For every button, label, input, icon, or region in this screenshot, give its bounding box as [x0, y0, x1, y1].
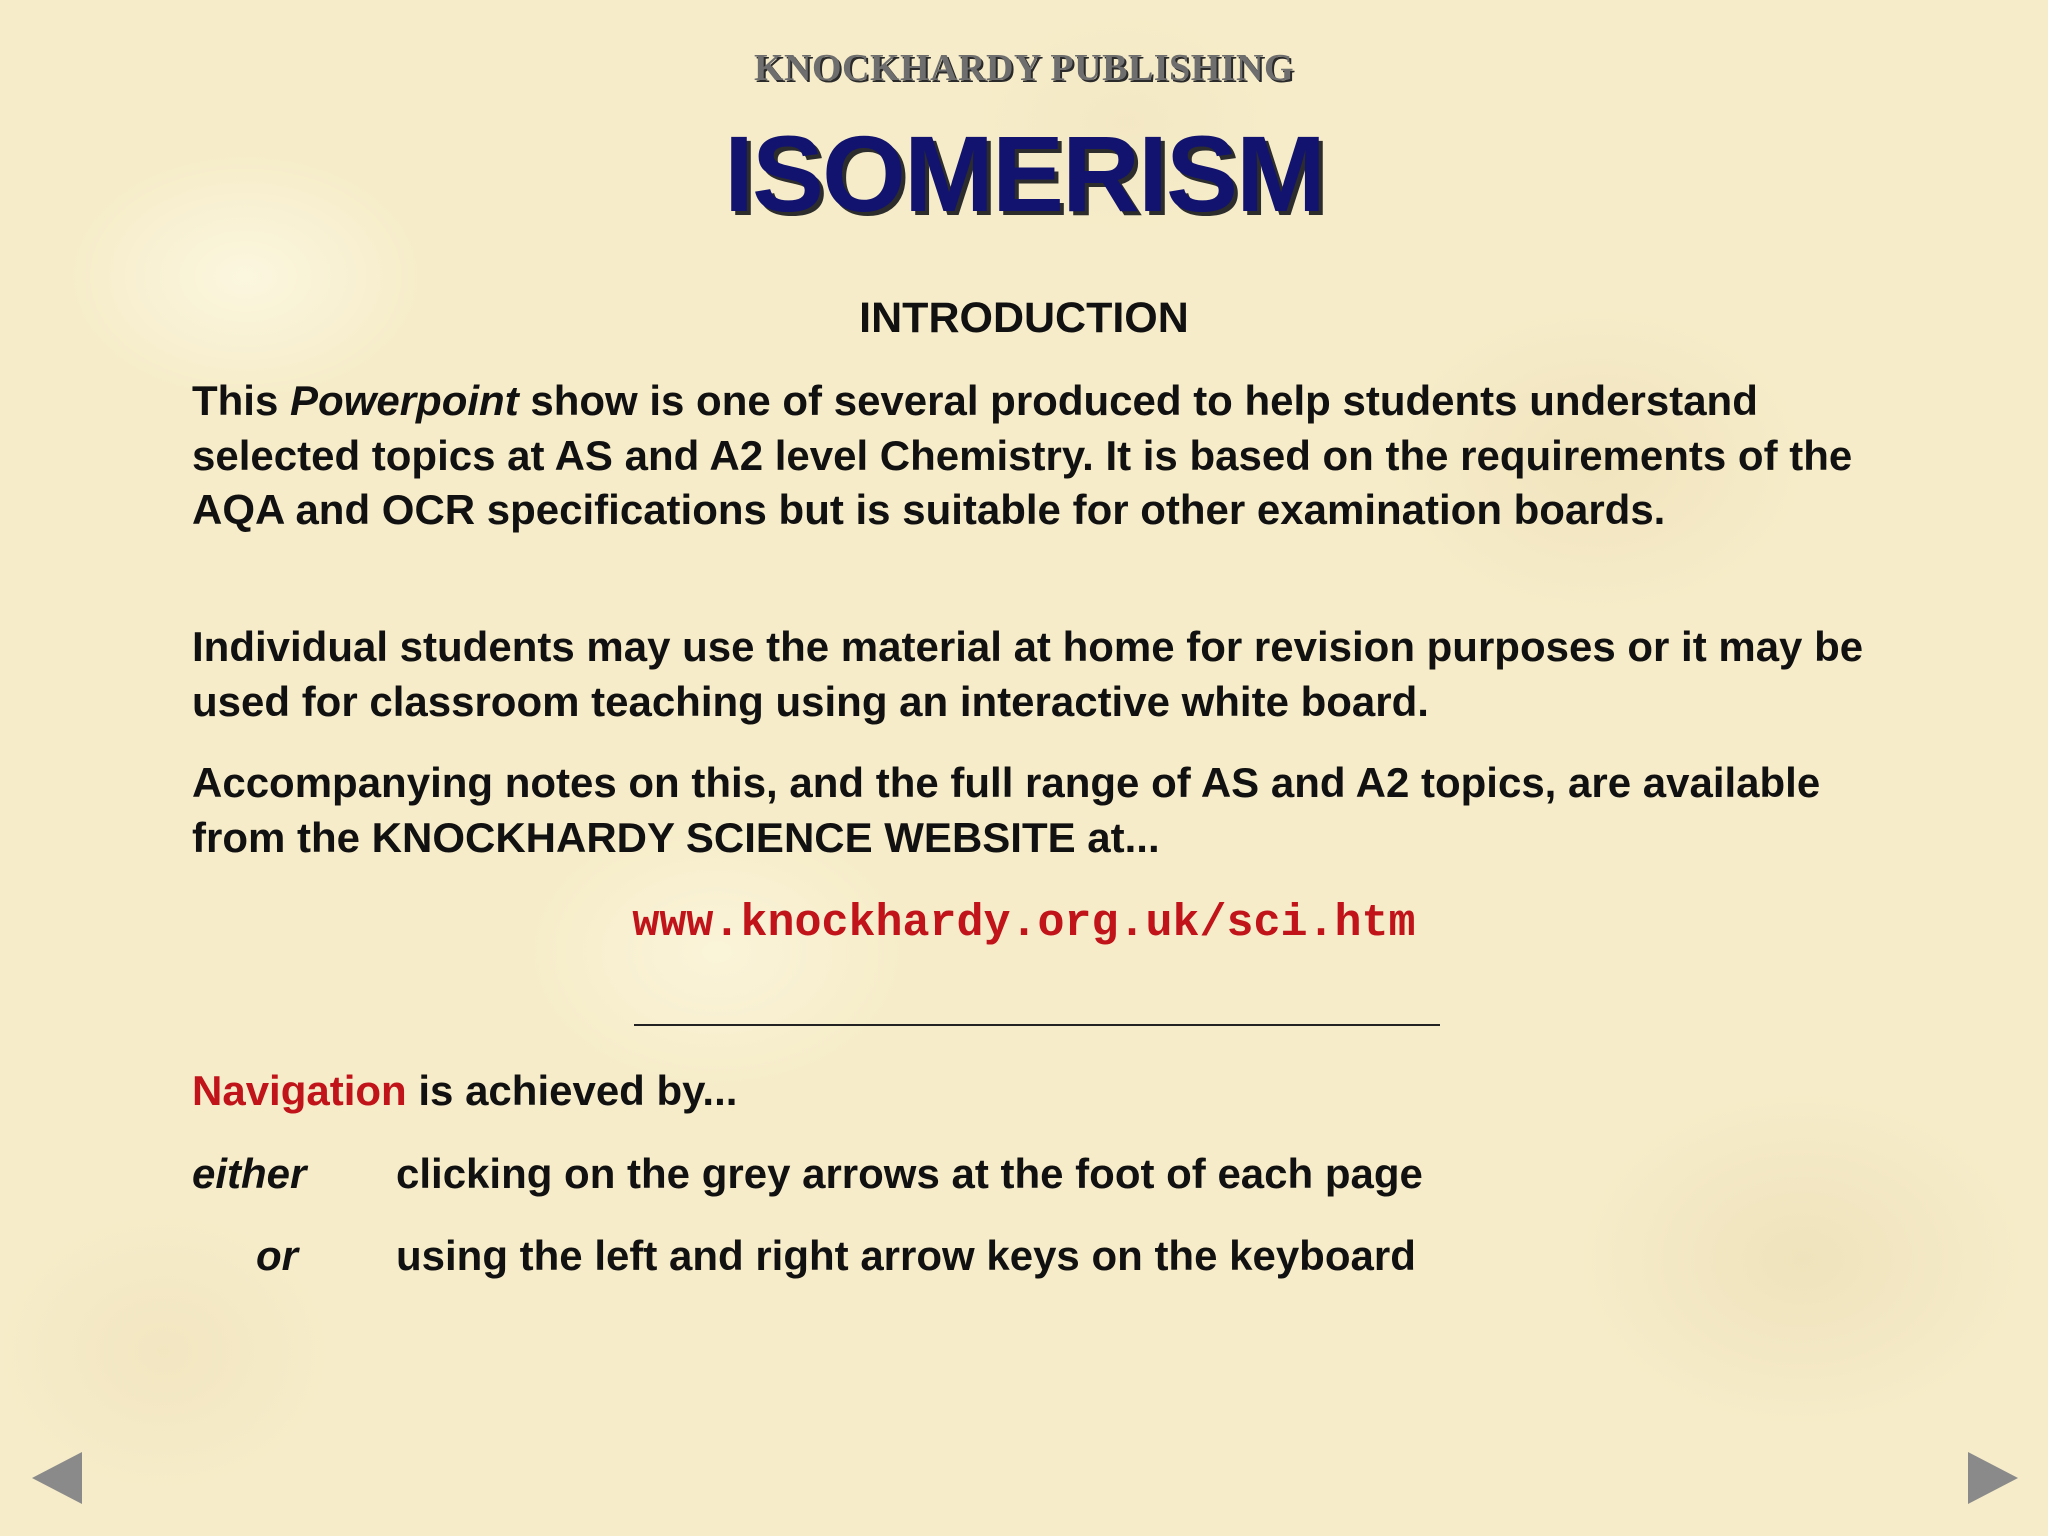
navigation-intro	[192, 1064, 737, 1118]
option-text-arrows: clicking on the grey arrows at the foot of each page	[396, 1150, 1423, 1197]
left-arrow-icon[interactable]	[32, 1452, 82, 1504]
intro-paragraph-1	[192, 374, 1892, 538]
right-arrow-icon[interactable]	[1968, 1452, 2018, 1504]
publisher-name: KNOCKHARDY PUBLISHING	[753, 47, 1295, 89]
option-text-keys: using the left and right arrow keys on the keyboard	[396, 1232, 1416, 1279]
section-heading: INTRODUCTION	[859, 294, 1189, 342]
intro-paragraph-1-rest: show is one of several produced to help students understand selected topics at AS and A2 level Chemistry. It is based on the requirements of the AQA and OCR specifications but is suitable for other examination boards.	[192, 377, 1853, 533]
divider	[634, 1024, 1440, 1026]
website-link[interactable]: www.knockhardy.org.uk/sci.htm	[632, 898, 1416, 949]
navigation-keyword: Navigation	[192, 1067, 407, 1114]
navigation-intro-rest: is achieved by...	[406, 1067, 738, 1114]
intro-paragraph-2: Individual students may use the material at home for revision purposes or it may be used for classroom teaching using an interactive white board.	[192, 623, 1864, 725]
navigation-option-or	[192, 1229, 1892, 1283]
slide-title: ISOMERISM	[723, 113, 1325, 234]
intro-paragraph-3: Accompanying notes on this, and the full range of AS and A2 topics, are available from the KNOCKHARDY SCIENCE WEBSITE at...	[192, 759, 1821, 861]
option-word-either: either	[192, 1150, 307, 1197]
powerpoint-emphasis: Powerpoint	[290, 377, 519, 424]
navigation-option-either	[192, 1147, 1892, 1201]
intro-paragraph-1-start: This	[192, 377, 291, 424]
option-word-or: or	[256, 1232, 298, 1279]
